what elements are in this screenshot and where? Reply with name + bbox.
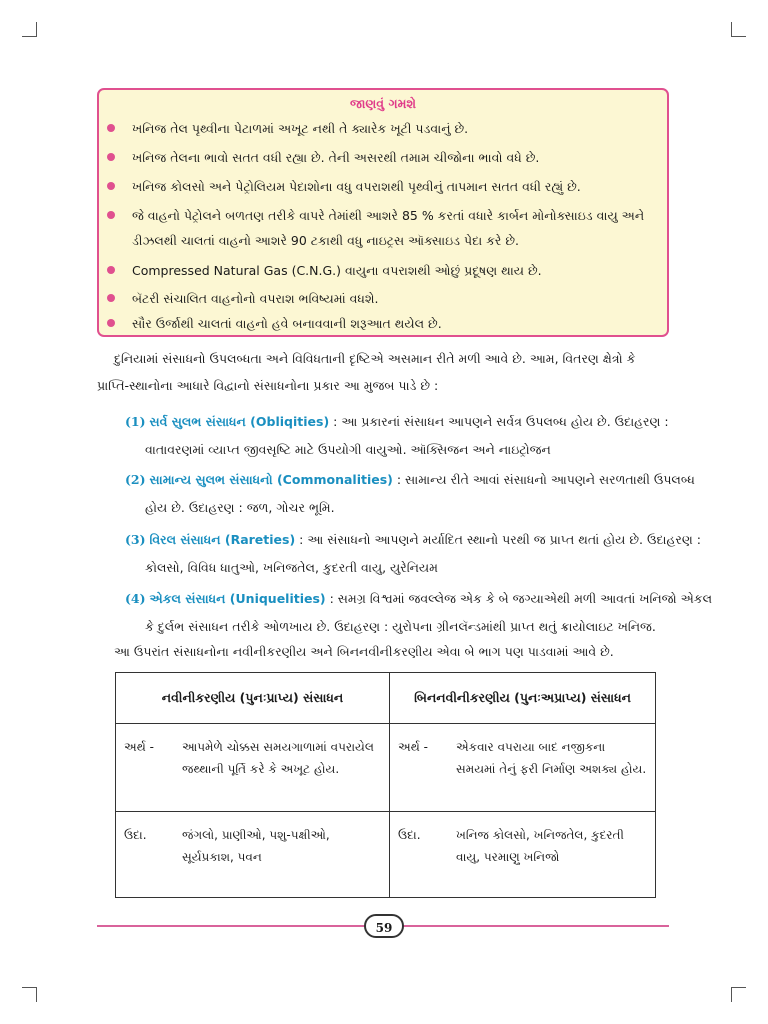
info-box [97, 88, 669, 337]
info-item-text: ખનિજ તેલ પૃથ્વીના પેટાળમાં અખૂટ નથી તે ક્યારેક ખૂટી પડવાનું છે. [132, 121, 469, 136]
info-item-text: બૅટરી સંચાલિત વાહનોનો વપરાશ ભવિષ્યમાં વધશે. [132, 291, 379, 306]
classification-note: આ ઉપરાંત સંસાધનોના નવીનીકરણીય અને બિનનવીનીકરણીય એવા બે ભાગ પણ પાડવામાં આવે છે. [114, 644, 614, 659]
cell-label: ઉદા. [124, 828, 147, 842]
table-cell [116, 724, 390, 812]
bullet-icon [107, 211, 115, 219]
bullet-icon [107, 124, 115, 132]
cell-label: અર્થ - [398, 740, 429, 754]
table-row [116, 724, 656, 812]
category-example: કોલસો, વિવિધ ધાતુઓ, ખનિજતેલ, કુદરતી વાયુ, યુરેનિયમ [145, 560, 438, 575]
category-name: સામાન્ય સુલભ સંસાધનો (Commonalities) [149, 472, 393, 487]
intro-paragraph-line-1: દુનિયામાં સંસાધનો ઉપલબ્ધતા અને વિવિધતાની દૃષ્ટિએ અસમાન રીતે મળી આવે છે. આમ, વિતરણ ક્ષેત્રો કે [114, 351, 636, 366]
category-description: : આ પ્રકારનાં સંસાધન આપણને સર્વત્ર ઉપલબ્ધ હોય છે. ઉદાહરણ : [329, 414, 669, 429]
resource-table [115, 672, 656, 898]
cell-text: આપમેળે ચોક્કસ સમયગાળામાં વપરાયેલ જથ્થાની પૂર્તિ કરે કે અખૂટ હોય. [182, 740, 374, 776]
category-number: (3) [125, 532, 146, 547]
page-number: 59 [364, 914, 404, 938]
info-item-text: ખનિજ તેલના ભાવો સતત વધી રહ્યા છે. તેની અસરથી તમામ ચીજોના ભાવો વધે છે. [132, 150, 540, 165]
info-item-text: સૌર ઉર્જાથી ચાલતાં વાહનો હવે બનાવવાની શરૂઆત થયેલ છે. [132, 316, 442, 331]
category-name: વિરલ સંસાધન (Rareties) [149, 532, 296, 547]
crop-mark-top-left [22, 22, 37, 37]
category-example: વાતાવરણમાં વ્યાપ્ત જીવસૃષ્ટિ માટે ઉપયોગી વાયુઓ. ઑક્સિજન અને નાઇટ્રોજન [145, 442, 551, 457]
crop-mark-top-right [731, 22, 746, 37]
cell-label: અર્થ - [124, 740, 155, 754]
table-header-nonrenewable: બિનનવીનીકરણીય (પુનઃઅપ્રાપ્ય) સંસાધન [390, 673, 656, 724]
category-name: એકલ સંસાધન (Uniquelities) [149, 591, 326, 606]
table-cell [116, 812, 390, 898]
bullet-icon [107, 182, 115, 190]
table-cell [390, 724, 656, 812]
resource-category-1 [125, 408, 685, 464]
resource-category-4 [125, 585, 713, 641]
info-item-text: જે વાહનો પેટ્રોલને બળતણ તરીકે વાપરે તેમાંથી આશરે 85 % કરતાં વધારે કાર્બન મોનોક્સાઇડ વાયુ અને ડીઝલથી ચાલતાં વાહનો આશરે 90 ટકાથી વધુ નાઇટ્રસ ઑક્સાઇડ પેદા કરે છે. [132, 208, 645, 248]
info-item-text: Compressed Natural Gas (C.N.G.) વાયુના વપરાશથી ઓછું પ્રદૂષણ થાય છે. [132, 263, 542, 278]
category-name: સર્વ સુલભ સંસાધન (Obliqities) [149, 414, 330, 429]
info-box-title: જાણવું ગમશે [349, 96, 417, 111]
resource-category-3 [125, 526, 701, 582]
category-example: કે દુર્લભ સંસાધન તરીકે ઓળખાય છે. ઉદાહરણ : યુરોપના ગ્રીનલૅન્ડમાંથી પ્રાપ્ત થતું ક્રાયોલાઇટ ખનિજ. [145, 619, 656, 634]
bullet-icon [107, 294, 115, 302]
bullet-icon [107, 266, 115, 274]
crop-mark-bottom-right [731, 987, 746, 1002]
bullet-icon [107, 153, 115, 161]
table-header-renewable: નવીનીકરણીય (પુનઃપ્રાપ્ય) સંસાધન [116, 673, 390, 724]
intro-paragraph-line-2: પ્રાપ્તિ-સ્થાનોના આધારે વિદ્વાનો સંસાધનોના પ્રકાર આ મુજબ પાડે છે : [97, 378, 439, 393]
table-header-row [116, 673, 656, 724]
cell-label: ઉદા. [398, 828, 421, 842]
info-item-text: ખનિજ કોલસો અને પેટ્રોલિયમ પેદાશોના વધુ વપરાશથી પૃથ્વીનું તાપમાન સતત વધી રહ્યું છે. [132, 179, 581, 194]
category-description: : આ સંસાધનો આપણને મર્યાદિત સ્થાનો પરથી જ પ્રાપ્ત થતાં હોય છે. ઉદાહરણ : [295, 532, 701, 547]
category-description: : સામાન્ય રીતે આવાં સંસાધનો આપણને સરળતાથી ઉપલબ્ધ [392, 472, 695, 487]
cell-text: ખનિજ કોલસો, ખનિજતેલ, કુદરતી વાયુ, પરમાણુ ખનિજો [456, 828, 624, 864]
category-number: (1) [125, 414, 146, 429]
category-number: (2) [125, 472, 146, 487]
table-row [116, 812, 656, 898]
category-description: : સમગ્ર વિશ્વમાં જવલ્લેજ એક કે બે જગ્યાએથી મળી આવતાં ખનિજો એકલ [325, 591, 713, 606]
bullet-icon [107, 319, 115, 327]
category-example: હોય છે. ઉદાહરણ : જળ, ગોચર ભૂમિ. [145, 500, 335, 515]
resource-category-2 [125, 466, 695, 522]
crop-mark-bottom-left [22, 987, 37, 1002]
cell-text: જંગલો, પ્રાણીઓ, પશુ-પક્ષીઓ, સૂર્યપ્રકાશ, પવન [182, 828, 330, 864]
cell-text: એકવાર વપરાયા બાદ નજીકના સમયમાં તેનું ફરી નિર્માણ અશક્ય હોય. [456, 740, 647, 776]
table-cell [390, 812, 656, 898]
category-number: (4) [125, 591, 146, 606]
